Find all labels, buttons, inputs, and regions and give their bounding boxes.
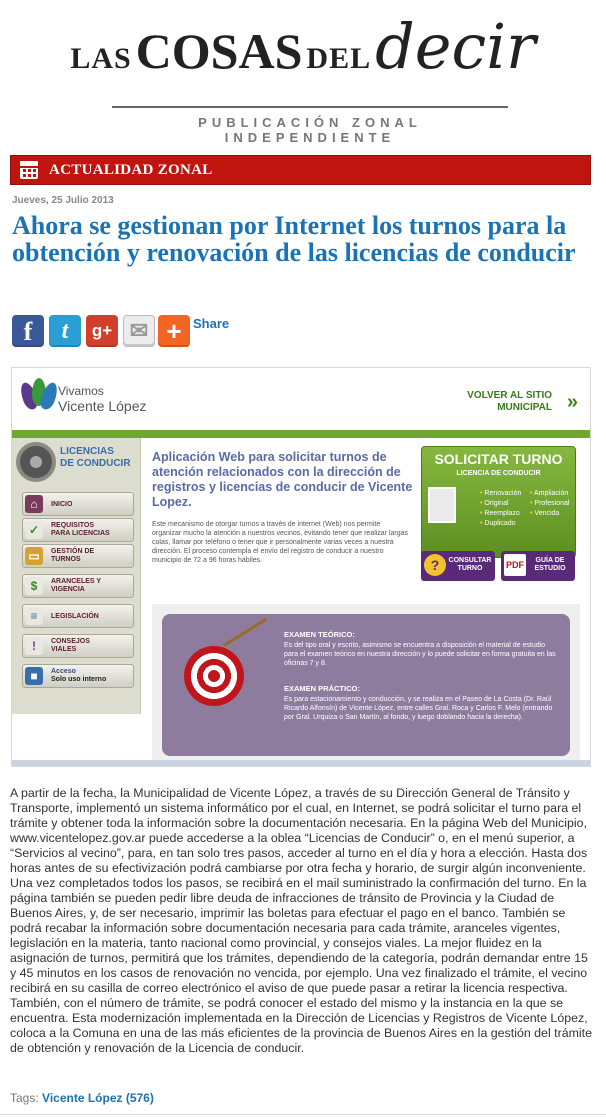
taskbar-strip <box>12 760 590 767</box>
request-turn-title: SOLICITAR TURNO <box>434 451 563 467</box>
exam-theory-title: EXAMEN TEÓRICO: <box>284 630 355 639</box>
study-guide-button <box>501 551 575 581</box>
turn-feature: • Ampliación <box>530 490 569 497</box>
section-bar[interactable] <box>10 155 591 185</box>
nav-item <box>22 518 134 542</box>
masthead-decir: decir <box>375 10 536 83</box>
turn-feature-label: Vencida <box>534 510 560 517</box>
turn-feature-label: Profesional <box>534 500 570 507</box>
app-title: Aplicación Web para solicitar turnos de atención relacionados con la dirección de registros y licencias de conducir de Vicente Lopez. <box>152 450 413 509</box>
back-to-site-link <box>467 390 552 414</box>
nav-title-line: DE CONDUCIR <box>60 458 131 469</box>
green-band <box>12 430 590 438</box>
masthead-title[interactable] <box>0 10 606 83</box>
nav-item <box>22 664 134 688</box>
article-title[interactable]: Ahora se gestionan por Internet los turnos para la obtención y renovación de las licencias de conducir <box>12 211 576 267</box>
turn-feature: • Reemplazo <box>480 510 520 517</box>
button-label: ESTUDIO <box>534 565 566 572</box>
home-icon: ⌂ <box>25 495 43 513</box>
brand-name <box>58 384 146 414</box>
nav-item <box>22 544 134 568</box>
tags-label: Tags: <box>10 1091 39 1105</box>
exam-practice-title: EXAMEN PRÁCTICO: <box>284 684 360 693</box>
turn-feature-label: Duplicado <box>484 520 516 527</box>
double-chevron-icon: » <box>566 391 578 413</box>
turn-feature-label: Original <box>484 500 509 507</box>
nav-item-label: ARANCELES Y <box>51 578 102 585</box>
share-label[interactable]: Share <box>193 316 230 331</box>
turn-feature: • Profesional <box>530 500 570 507</box>
article-tags <box>10 1091 154 1105</box>
exam-practice-text: Es para estacionamiento y conducción, y se realiza en el Paseo de La Costa (Dr. Raúl Ricardo Alfonsín) de Vicente López, entre calles Gral. Roca y Carlos F. Melo (entrando por Gral. Urquiza o San Martín, al fondo, y luego doblando hacia la derecha). <box>284 696 553 721</box>
nav-item-label: Acceso <box>51 668 76 675</box>
dollar-icon: $ <box>25 577 43 595</box>
nav-item <box>22 574 134 598</box>
masthead-subtitle: PUBLICACIÓN ZONAL INDEPENDIENTE <box>198 115 422 145</box>
back-link-line: MUNICIPAL <box>497 402 552 413</box>
calendar-icon <box>20 161 38 179</box>
brand-line: Vicente López <box>58 398 147 414</box>
nav-item-label: TURNOS <box>51 556 81 563</box>
nav-item-label: Solo uso interno <box>51 676 107 683</box>
nav-item-label: REQUISITOS <box>51 522 95 529</box>
app-description: Este mecanismo de otorgar turnos a través de internet (Web) nos permite organizar mucho la atención a nuestros vecinos, evitando tener que realizar largas colas, llamar por teléfono o tener que ir personalmente varias veces a nuestra dirección. El proceso contempla el envío del registro de conducir a nuestro municipio de 72 a 96 horas hábiles. <box>152 521 409 564</box>
article-image <box>11 367 591 767</box>
image-header <box>12 368 590 430</box>
nav-title-line: LICENCIAS <box>60 446 114 457</box>
tag-link-vicente-lopez[interactable]: Vicente López (576) <box>42 1091 154 1105</box>
request-turn-subtitle: LICENCIA DE CONDUCIR <box>456 470 541 477</box>
lock-icon: ■ <box>25 667 43 685</box>
steering-wheel-icon <box>16 442 56 482</box>
turn-feature-label: Renovación <box>484 490 522 497</box>
article-date: Jueves, 25 Julio 2013 <box>12 195 114 206</box>
nav-item <box>22 492 134 516</box>
article-body: A partir de la fecha, la Municipalidad de Vicente López, a través de su Dirección General de Tránsito y Transporte, implementó un sistema informático por el cual, en Internet, se podrá solicitar el turno para el trámite y obtener toda la información sobre la documentación necesaria. En la página Web del Municipio, www.vicentelopez.gov.ar puede accederse a la oblea “Licencias de Conducir” o, en el menú superior, a “Servicios al vecino”, para, en tan solo tres pasos, acceder al turno en el día y hora a elección. Hasta dos horas antes de su efectivización podrá cambiarse por otra fecha y horario, de surgir algún inconveniente. Una vez completados todos los pasos, se recibirá en el mail suministrado la confirmación del turno. En la página también se pueden pedir libre deuda de infracciones de tránsito de Provincia y la Ciudad de Buenos Aires, y, de ser necesario, imprimir las boletas para efectuar el pago en el banco. También se podrá recabar la información sobre documentación necesaria para cada trámite, aranceles vigentes, legislación en la materia, tanto nacional como provincial, y consejos viales. La mejor fluidez en la asignación de turnos, permitirá que los trámites, dependiendo de la categoría, podrán demandar entre 15 y 45 minutos en los casos de renovación no vencida, por ejemplo. Una vez finalizado el trámite, el vecino recibirá en su casilla de correo electrónico el aviso de que puede pasar a retirar la licencia respectiva. También, con el número de trámite, se podrá conocer el estado del mismo y la instancia en la que se encuentra. Esta modernización implementada en la Dirección de Licencias y Registros de Vicente López, coloca a la Comuna en una de las más eficientes de la provincia de Buenos Aires en la gestión del trámite de obtención y renovación de la Licencia de conducir. <box>10 786 593 1055</box>
license-nav-title <box>60 446 131 470</box>
request-turn-panel <box>421 446 576 558</box>
masthead-cosas: COSAS <box>135 23 303 79</box>
button-label: GUÍA DE <box>535 557 565 564</box>
exclamation-icon: ! <box>25 637 43 655</box>
nav-item-label: INICIO <box>51 501 73 508</box>
turn-feature: • Duplicado <box>480 520 516 527</box>
back-link-line: VOLVER AL SITIO <box>467 390 552 401</box>
bottom-divider <box>0 1114 606 1115</box>
pdf-icon: PDF <box>504 554 526 576</box>
masthead-divider <box>112 106 508 108</box>
turn-feature-label: Ampliación <box>534 490 569 497</box>
nav-item-label: CONSEJOS <box>51 638 90 645</box>
nav-item-label: VIGENCIA <box>51 586 85 593</box>
nav-item-label: GESTIÓN DE <box>51 548 95 555</box>
license-card-icon <box>428 487 456 523</box>
check-icon: ✓ <box>25 521 43 539</box>
question-icon: ? <box>424 554 446 576</box>
turn-feature: • Original <box>480 500 509 507</box>
folder-icon: ▭ <box>25 547 43 565</box>
consult-turn-button <box>421 551 495 581</box>
nav-item-label: LEGISLACIÓN <box>51 613 99 620</box>
brand-line: Vivamos <box>58 384 104 398</box>
masthead-las: LAS <box>70 42 132 75</box>
email-icon[interactable]: ✉ <box>123 315 155 347</box>
more-share-icon[interactable]: + <box>158 315 190 347</box>
nav-item-label: PARA LICENCIAS <box>51 530 110 537</box>
nav-item <box>22 604 134 628</box>
button-label: TURNO <box>457 565 483 572</box>
nav-item <box>22 634 134 658</box>
turn-feature: • Vencida <box>530 510 560 517</box>
google-plus-icon[interactable]: g+ <box>86 315 118 347</box>
nav-item-label: VIALES <box>51 646 77 653</box>
exam-theory-text: Es del tipo oral y escrito, asimismo se encuentra a disposición el material de estudio para el examen teórico en nuestra dirección y lo puede solicitar en forma gratuita en las oficinas 7 y 8. <box>284 642 556 667</box>
section-label: ACTUALIDAD ZONAL <box>49 162 213 178</box>
button-label: CONSULTAR <box>448 557 492 564</box>
facebook-icon[interactable]: f <box>12 315 44 347</box>
turn-feature-label: Reemplazo <box>484 510 520 517</box>
turn-feature: • Renovación <box>480 490 522 497</box>
license-nav <box>12 438 141 714</box>
masthead-del: DEL <box>306 42 372 75</box>
twitter-icon[interactable]: t <box>49 315 81 347</box>
target-icon <box>184 646 244 706</box>
document-icon: ≡ <box>25 607 43 625</box>
